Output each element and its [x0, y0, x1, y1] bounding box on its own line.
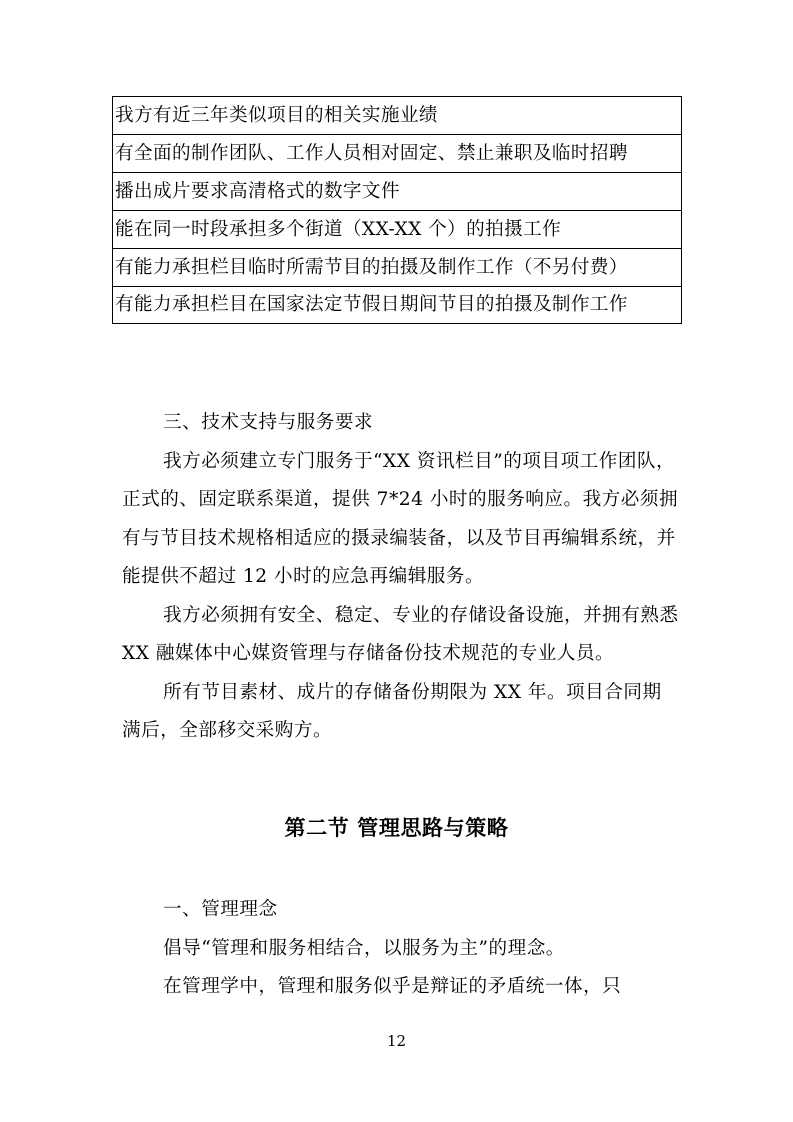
section-heading: 三、技术支持与服务要求 [163, 412, 374, 433]
table-row [113, 211, 682, 249]
management-section [122, 891, 680, 1007]
table-cell: 有能力承担栏目临时所需节目的拍摄及制作工作（不另付费） [113, 249, 682, 287]
page-number: 12 [386, 1032, 407, 1050]
table-row [113, 135, 682, 173]
table-cell: 能在同一时段承担多个街道（XX-XX 个）的拍摄工作 [113, 211, 682, 249]
table-row [113, 249, 682, 287]
table-row [113, 97, 682, 135]
table-cell: 有全面的制作团队、工作人员相对固定、禁止兼职及临时招聘 [113, 135, 682, 173]
requirements-table [112, 96, 682, 324]
paragraph: 所有节目素材、成片的存储备份期限为 XX 年。项目合同期满后，全部移交采购方。 [122, 681, 662, 741]
section-title: 第二节 管理思路与策略 [284, 816, 509, 840]
paragraph: 我方必须拥有安全、稳定、专业的存储设备设施，并拥有熟悉 XX 融媒体中心媒资管理与存储备份技术规范的专业人员。 [122, 604, 679, 664]
paragraph: 我方必须建立专门服务于“XX 资讯栏目”的项目项工作团队，正式的、固定联系渠道，提供 7*24 小时的服务响应。我方必须拥有与节目技术规格相适应的摄录编装备，以及节目再编辑系统，并能提供不超过 12 小时的应急再编辑服务。 [122, 450, 679, 587]
tech-support-section [122, 404, 680, 751]
table-row [113, 173, 682, 211]
table-cell: 我方有近三年类似项目的相关实施业绩 [113, 97, 682, 135]
section-heading: 一、管理理念 [163, 899, 278, 920]
paragraph: 在管理学中，管理和服务似乎是辩证的矛盾统一体，只 [163, 976, 622, 997]
table-cell: 有能力承担栏目在国家法定节假日期间节目的拍摄及制作工作 [113, 287, 682, 324]
table-cell: 播出成片要求高清格式的数字文件 [113, 173, 682, 211]
paragraph: 倡导“管理和服务相结合，以服务为主”的理念。 [163, 937, 565, 959]
table-row [113, 287, 682, 324]
